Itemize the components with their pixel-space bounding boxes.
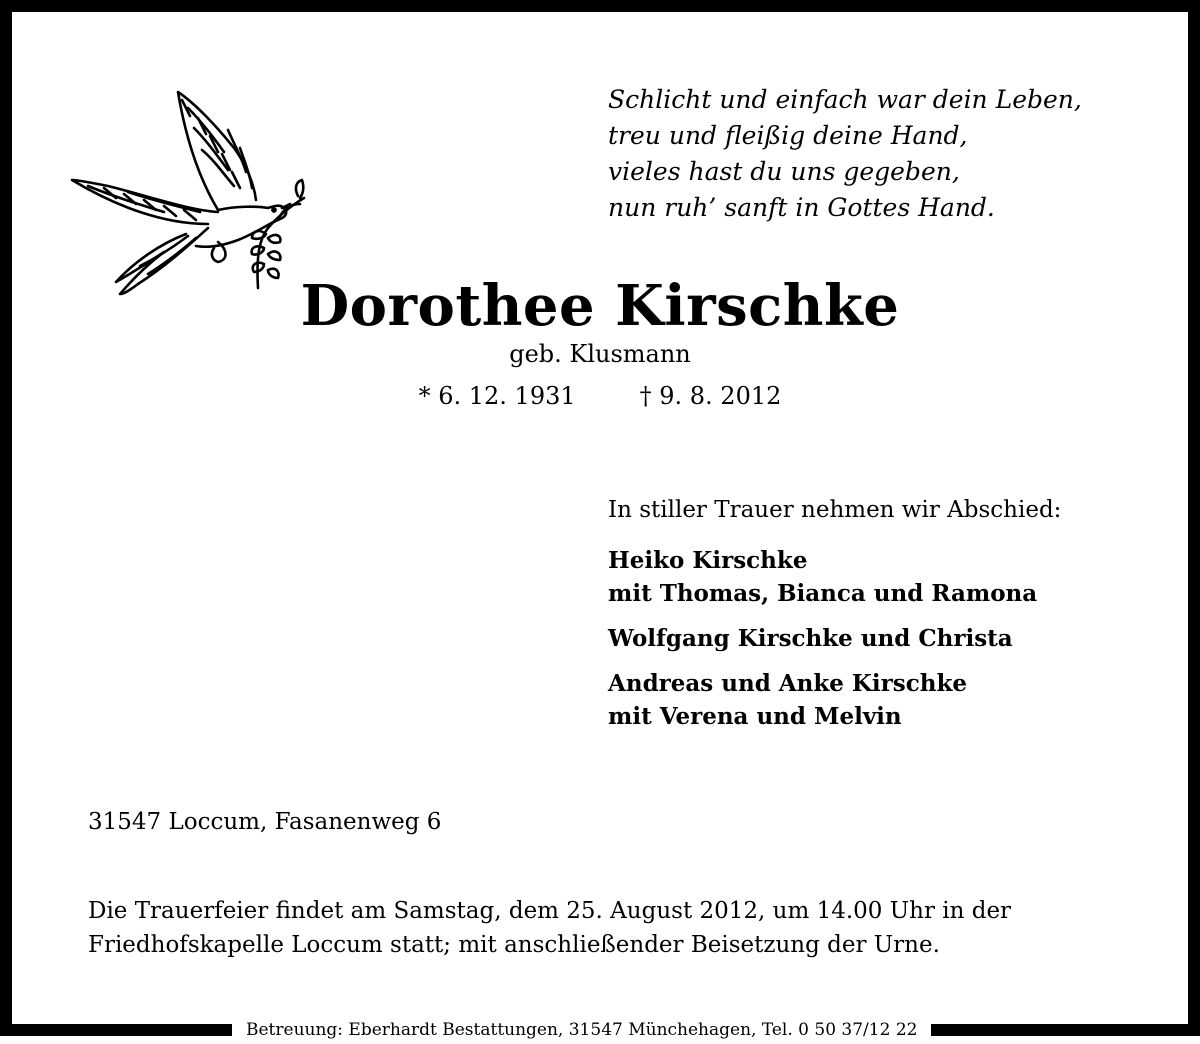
dove-with-olive-branch-icon — [68, 88, 310, 298]
birth-date: * 6. 12. 1931 — [418, 382, 576, 410]
death-date: † 9. 8. 2012 — [639, 382, 782, 410]
mourner-family — [608, 622, 1168, 655]
maiden-name: geb. Klusmann — [509, 340, 691, 368]
ceremony-line: Friedhofskapelle Loccum statt; mit anschließender Beisetzung der Urne. — [88, 932, 940, 958]
mourner-family — [608, 544, 1168, 610]
poem — [608, 82, 1168, 226]
mourner-line: Heiko Kirschke — [608, 547, 808, 574]
border-left — [0, 0, 12, 1036]
address: 31547 Loccum, Fasanenweg 6 — [88, 809, 442, 835]
mourner-line: mit Verena und Melvin — [608, 703, 902, 730]
poem-line: nun ruh’ sanft in Gottes Hand. — [608, 193, 995, 222]
border-right — [1188, 0, 1200, 1036]
poem-line: Schlicht und einfach war dein Leben, — [608, 85, 1082, 114]
poem-line: vieles hast du uns gegeben, — [608, 157, 960, 186]
ceremony-line: Die Trauerfeier findet am Samstag, dem 25. August 2012, um 14.00 Uhr in der — [88, 898, 1012, 924]
mourner-family — [608, 667, 1168, 733]
mourner-line: Wolfgang Kirschke und Christa — [608, 625, 1013, 652]
funeral-home-credit: Betreuung: Eberhardt Bestattungen, 31547 Münchehagen, Tel. 0 50 37/12 22 — [232, 1016, 931, 1044]
poem-line: treu und fleißig deine Hand, — [608, 121, 968, 150]
deceased-name: Dorothee Kirschke — [300, 273, 900, 339]
life-dates — [0, 378, 1200, 414]
mourners-list — [608, 544, 1168, 745]
mourner-line: mit Thomas, Bianca und Ramona — [608, 580, 1038, 607]
mourner-line: Andreas und Anke Kirschke — [608, 670, 968, 697]
mourning-text: In stiller Trauer nehmen wir Abschied: — [608, 497, 1062, 523]
ceremony-notice — [88, 894, 1148, 962]
border-top — [0, 0, 1200, 12]
